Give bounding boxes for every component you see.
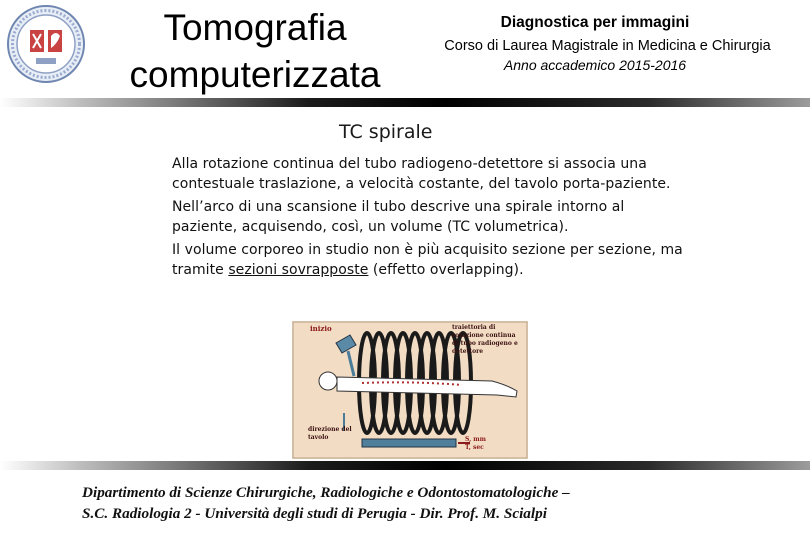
top-divider-band (0, 98, 810, 107)
label-table-direction-2: tavolo (308, 434, 329, 441)
paragraph-rotation: Alla rotazione continua del tubo radiogeno-detettore si associa una contestuale traslazione, a velocità costante, del tavolo porta-paziente. (172, 156, 671, 192)
footer-line-1: Dipartimento di Scienze Chirurgiche, Radiologiche e Odontostomatologiche – (82, 484, 570, 501)
label-time: T, sec (465, 444, 484, 451)
university-seal-icon (6, 4, 86, 84)
footer-line-2: S.C. Radiologia 2 - Università degli studi di Perugia - Dir. Prof. M. Scialpi (82, 505, 547, 522)
academic-year: Anno accademico 2015-2016 (503, 57, 687, 73)
label-pitch: S, mm (465, 436, 486, 443)
label-start: inizio (310, 324, 332, 333)
course-heading: Diagnostica per immagini (500, 14, 690, 31)
section-title: TC spirale (339, 121, 433, 143)
label-trajectory-1: traiettoria di (452, 324, 496, 331)
overlap-underlined-term: sezioni sovrapposte (228, 261, 369, 278)
page-title (100, 4, 410, 98)
title-line-1: Tomografia (163, 7, 347, 48)
paragraph-overlap (172, 241, 692, 280)
title-line-2: computerizzata (129, 54, 381, 95)
course-name: Corso di Laurea Magistrale in Medicina e Chirurgia (444, 38, 771, 54)
label-table-direction-1: direzione del (308, 426, 352, 433)
bottom-divider-band (0, 461, 810, 470)
patient-table (362, 439, 456, 447)
paragraph-spiral: Nell’arco di una scansione il tubo descrive una spirale intorno al paziente, acquisendo, così, un volume (TC volumetrica). (172, 199, 625, 235)
overlap-text-after: (effetto overlapping). (368, 261, 524, 278)
label-trajectory-3: di tubo radiogeno e (452, 340, 518, 347)
label-trajectory-2: rotazione continua (452, 332, 516, 339)
body-text (172, 155, 692, 284)
spiral-ct-figure (292, 321, 528, 459)
label-trajectory-4: detettore (452, 348, 484, 355)
overlap-text-before: Il volume corporeo in studio non è più acquisito sezione per sezione, ma tramite (172, 242, 683, 278)
footer (82, 482, 702, 524)
